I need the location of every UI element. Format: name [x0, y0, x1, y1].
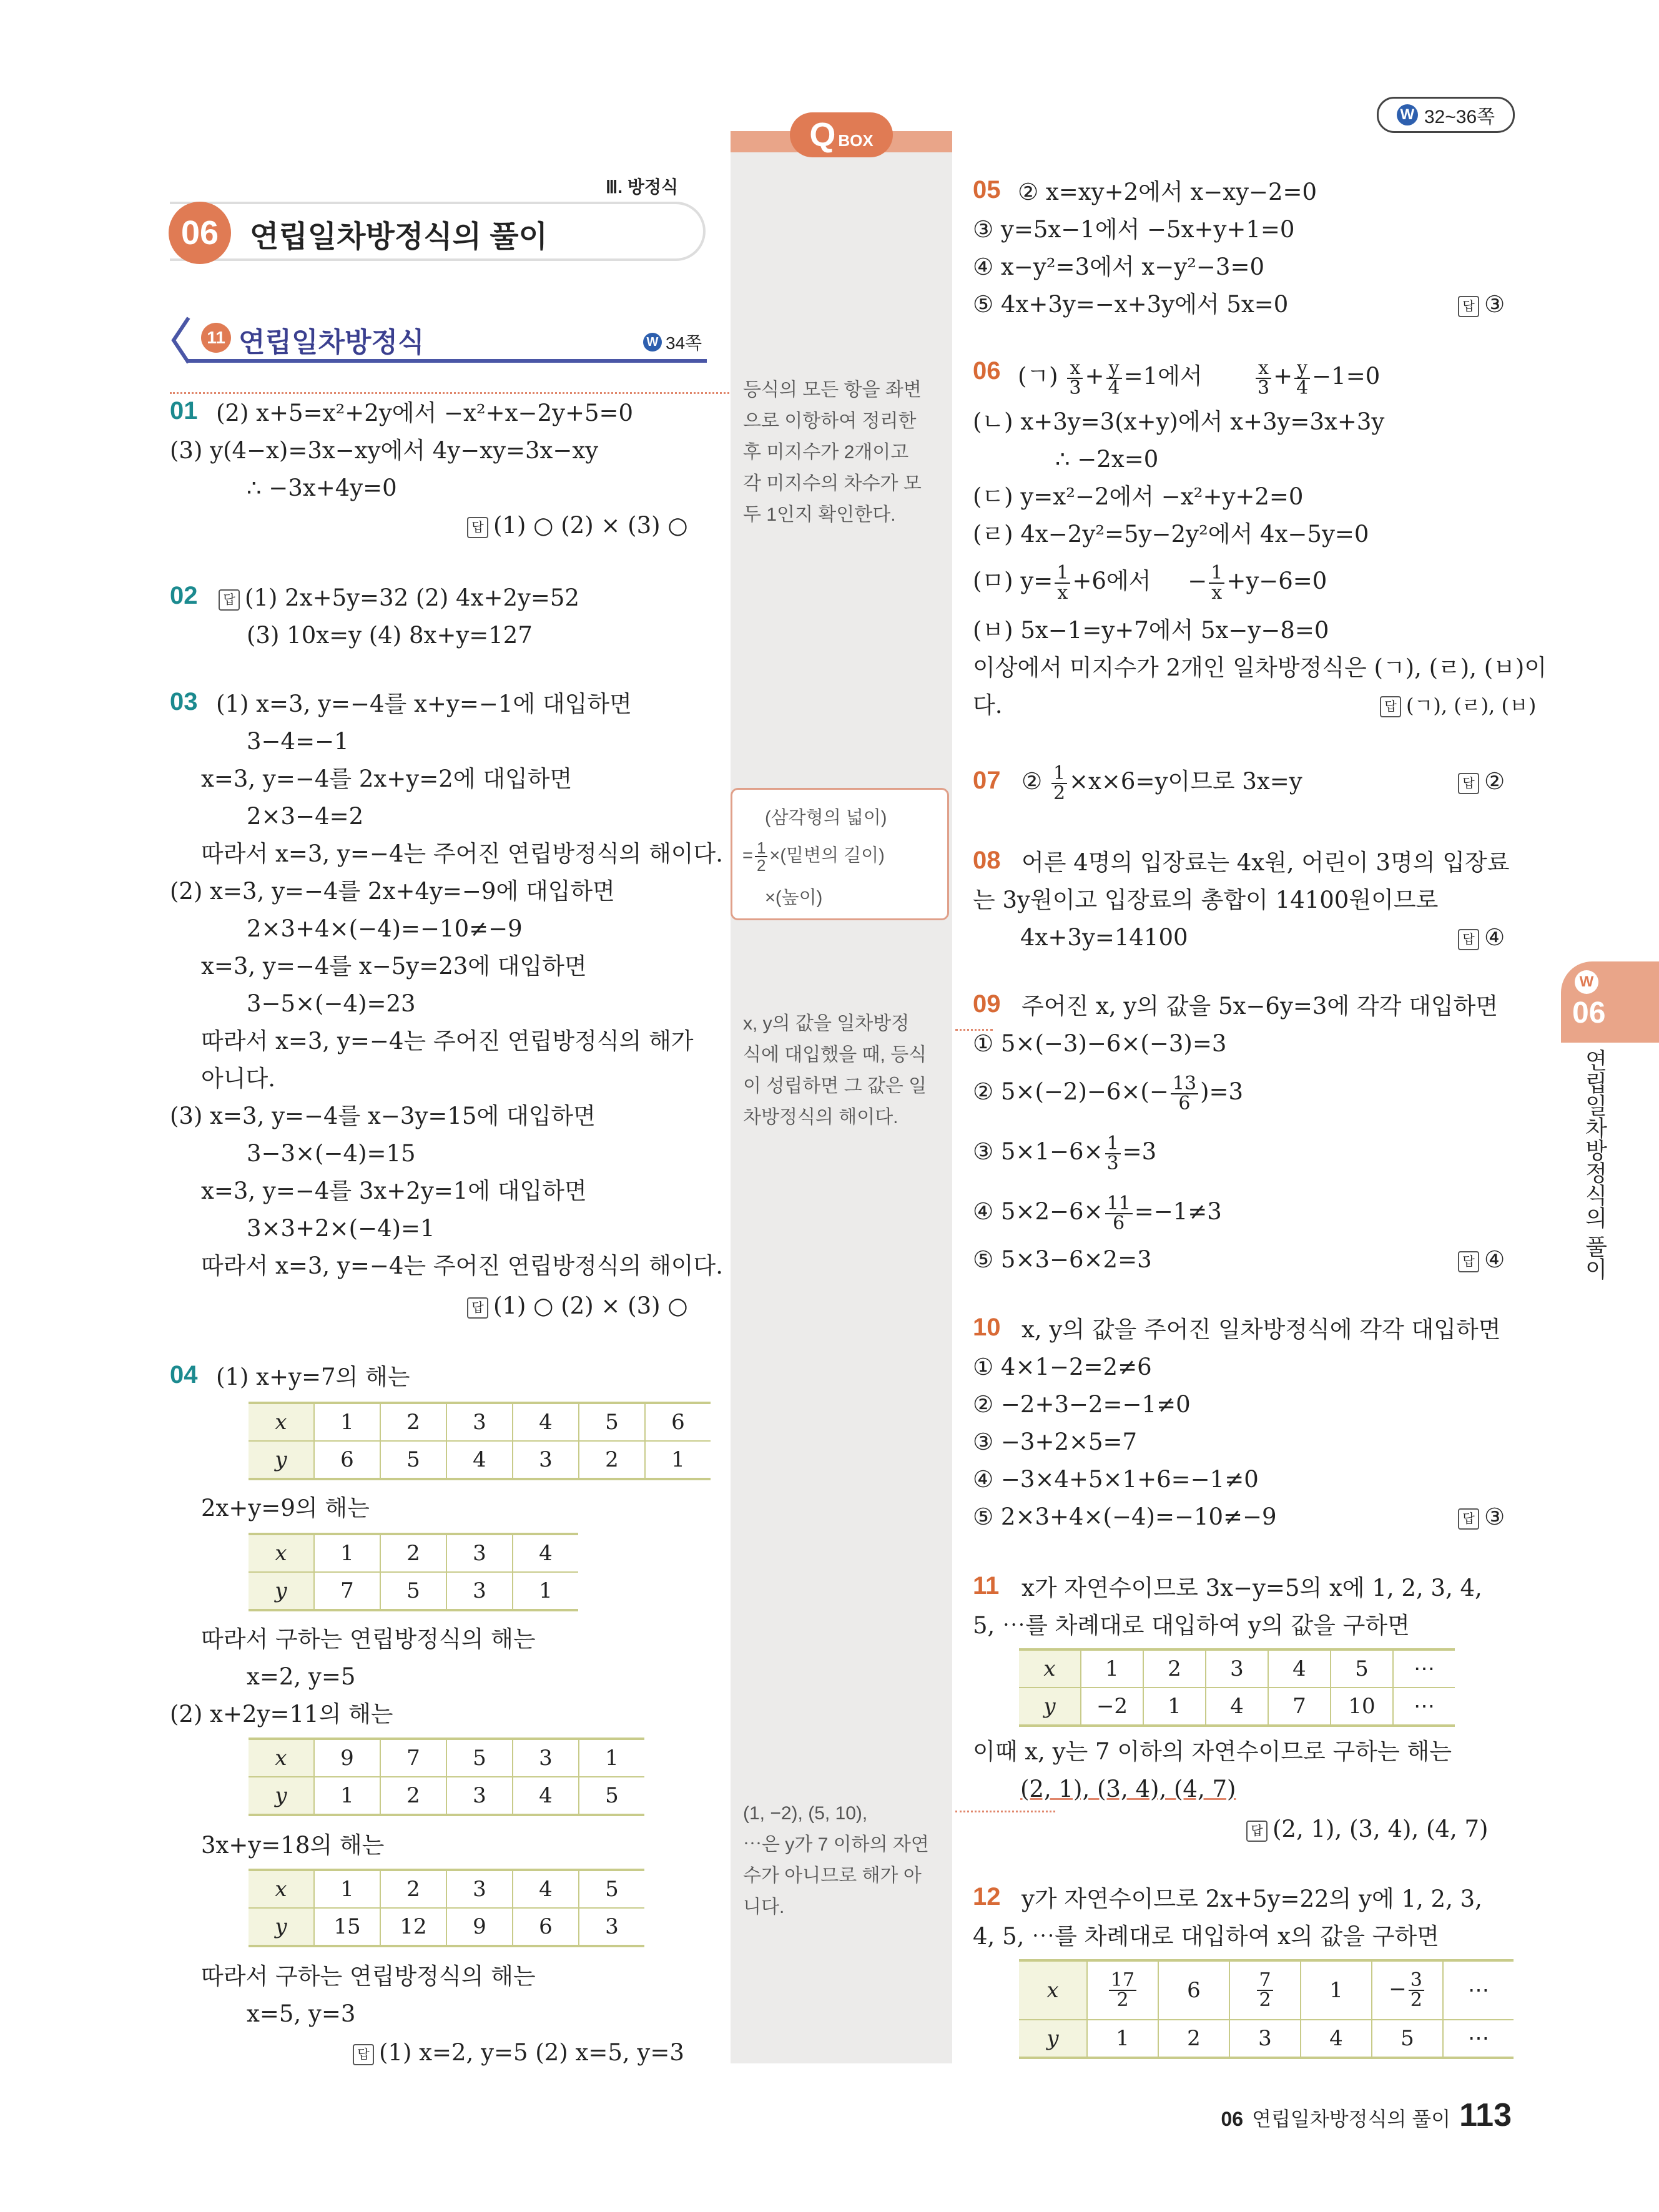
problem-number-12: 12: [973, 1883, 1001, 1910]
value-table: x 1 2 3 4 5 6 y 6 5 4 3 2 1: [249, 1402, 711, 1480]
p08-line: 4x+3y=14100: [1020, 924, 1188, 951]
qbox-header: [731, 112, 952, 159]
p10-line: ⑤ 2×3+4×(−4)=−10≠−9: [973, 1503, 1277, 1530]
page-number: 113: [1459, 2097, 1512, 2133]
p06-line: (ㅂ) 5x−1=y+7에서 5x−y−8=0: [973, 617, 1329, 644]
p05-line: ③ y=5x−1에서 −5x+y+1=0: [973, 216, 1295, 243]
value-table: x $\frac{17}{2}$ 6 $\frac{7}{2}$ 1 − $\frac{3}{2}$ ⋯ y 1 2 3 4 5 ⋯: [1019, 1959, 1514, 2059]
p02-line: (3) 10x=y (4) 8x+y=127: [247, 622, 533, 649]
answer-icon: 답: [1246, 1821, 1268, 1842]
problem-number-03: 03: [170, 688, 198, 715]
side-tab-chapter-title: 연립일차방정식의 풀이: [1582, 1049, 1608, 1281]
p03-line: (1) x=3, y=−4를 x+y=−1에 대입하면: [216, 691, 632, 717]
p03-line: 따라서 x=3, y=−4는 주어진 연립방정식의 해가: [201, 1028, 694, 1054]
w-icon: W: [1575, 970, 1598, 994]
p03-line: x=3, y=−4를 x−5y=23에 대입하면: [201, 953, 587, 980]
p11-line: 5, ⋯를 차례대로 대입하여 y의 값을 구하면: [973, 1612, 1410, 1639]
section-title: 연립일차방정식: [239, 327, 425, 358]
p06-answer: 답 (ㄱ), (ㄹ), (ㅂ): [1380, 691, 1536, 720]
p10-answer: 답 ③: [1458, 1502, 1505, 1532]
qbox-logo: Q BOX: [790, 112, 893, 157]
problem-number-07: 07: [973, 767, 1001, 794]
chapter-title: 연립일차방정식의 풀이: [250, 220, 548, 253]
p04-line: (2) x+2y=11의 해는: [170, 1701, 393, 1728]
answer-icon: 답: [1458, 296, 1479, 317]
page-reference-text: 32~36쪽: [1424, 107, 1495, 127]
chapter-path: Ⅲ. 방정식: [606, 177, 679, 197]
chapter-number: 06: [169, 202, 231, 264]
p03-line: 3×3+2×(−4)=1: [247, 1215, 435, 1242]
value-table: x 1 2 3 4 y 7 5 3 1: [249, 1533, 578, 1611]
p03-answer: 답 (1) ○ (2) × (3) ○: [467, 1291, 688, 1321]
answer-icon: 답: [1380, 696, 1401, 717]
p08-line: 는 3y원이고 입장료의 총합이 14100원이므로: [973, 887, 1439, 913]
p11-line: 이때 x, y는 7 이하의 자연수이므로 구하는 해는: [973, 1738, 1452, 1765]
p04-line: x=2, y=5: [247, 1663, 356, 1690]
p03-line: x=3, y=−4를 2x+y=2에 대입하면: [201, 765, 573, 792]
p05-line: ④ x−y²=3에서 x−y²−3=0: [973, 253, 1265, 280]
p10-line: ③ −3+2×5=7: [973, 1428, 1138, 1455]
answer-icon: 답: [1458, 929, 1479, 950]
p06-line: (ㄱ) $\frac{x}{3}$ + $\frac{y}{4}$ =1에서 $\frac{x}{3}$ + $\frac{y}{4}$ −1=0: [1018, 356, 1381, 399]
p03-line: 2×3+4×(−4)=−10≠−9: [247, 915, 523, 942]
chapter-side-tab: W 06: [1561, 961, 1659, 1043]
p04-line: 따라서 구하는 연립방정식의 해는: [201, 1626, 536, 1653]
p04-line: 2x+y=9의 해는: [201, 1495, 370, 1521]
answer-icon: 답: [467, 517, 488, 538]
page-footer: [1221, 2096, 1512, 2134]
section-number: 11: [201, 323, 231, 353]
problem-number-11: 11: [973, 1572, 1000, 1600]
p06-line: ∴ −2x=0: [1055, 446, 1159, 473]
footer-chapter-title: 연립일차방정식의 풀이: [1252, 2108, 1451, 2130]
qbox-note-solution-check: x, y의 값을 일차방정 식에 대입했을 때, 등식 이 성립하면 그 값은 일 차방정식의 해이다.: [743, 1013, 927, 1128]
p01-line: (2) x+5=x²+2y에서 −x²+x−2y+5=0: [216, 400, 634, 426]
problem-number-01: 01: [170, 397, 198, 425]
p07-answer: 답 ②: [1458, 767, 1505, 797]
p07-line: ② $\frac{1}{2}$ ×x×6=y이므로 3x=y: [1021, 762, 1302, 804]
p02-line: 답 (1) 2x+5y=32 (2) 4x+2y=52: [219, 583, 579, 613]
qbox-note-triangle-area: (삼각형의 넓이) = $\frac{1}{2}$ ×(밑변의 길이) ×(높이): [731, 788, 949, 920]
qbox-note-standard-form: 등식의 모든 항을 좌변 으로 이항하여 정리한 후 미지수가 2개이고 각 미지수의 차수가 모 두 1인지 확인한다.: [743, 380, 922, 525]
answer-icon: 답: [1458, 1508, 1479, 1530]
p04-line: x=5, y=3: [247, 2000, 356, 2027]
p04-answer: 답 (1) x=2, y=5 (2) x=5, y=3: [353, 2038, 684, 2068]
p03-line: 3−5×(−4)=23: [247, 990, 416, 1017]
p03-line: 따라서 x=3, y=−4는 주어진 연립방정식의 해이다.: [201, 840, 724, 867]
w-icon: W: [643, 333, 662, 351]
p06-line: (ㄹ) 4x−2y²=5y−2y²에서 4x−5y=0: [973, 521, 1369, 548]
value-table: x 1 2 3 4 5 y 15 12 9 6 3: [249, 1869, 644, 1947]
value-table: x 1 2 3 4 5 ⋯ y −2 1 4 7 10 ⋯: [1019, 1648, 1455, 1727]
problem-number-05: 05: [973, 176, 1001, 204]
p06-line: (ㄷ) y=x²−2에서 −x²+y+2=0: [973, 483, 1304, 510]
p01-line: ∴ −3x+4y=0: [247, 474, 397, 501]
p01-line: (3) y(4−x)=3x−xy에서 4y−xy=3x−xy: [170, 437, 599, 464]
p10-line: ① 4×1−2=2≠6: [973, 1354, 1152, 1380]
p11-line: (2, 1), (3, 4), (4, 7): [1020, 1776, 1236, 1802]
p05-answer: 답 ③: [1458, 290, 1505, 320]
problem-number-09: 09: [973, 990, 1001, 1018]
p06-line: 다.: [973, 692, 1003, 719]
p09-line: ③ 5×1−6× $\frac{1}{3}$ =3: [973, 1132, 1157, 1174]
p03-line: (3) x=3, y=−4를 x−3y=15에 대입하면: [170, 1103, 596, 1129]
p09-line: ⑤ 5×3−6×2=3: [973, 1246, 1152, 1273]
problem-number-06: 06: [973, 357, 1001, 385]
p05-line: ② x=xy+2에서 x−xy−2=0: [1018, 179, 1317, 205]
p03-line: x=3, y=−4를 3x+2y=1에 대입하면: [201, 1177, 587, 1204]
p04-line: 3x+y=18의 해는: [201, 1832, 385, 1859]
page-reference-badge: [1377, 97, 1515, 133]
p08-answer: 답 ④: [1458, 923, 1505, 953]
section-reference: W 34쪽: [643, 330, 702, 355]
p03-line: (2) x=3, y=−4를 2x+4y=−9에 대입하면: [170, 878, 615, 905]
p03-line: 3−4=−1: [247, 728, 349, 755]
p11-answer: 답 (2, 1), (3, 4), (4, 7): [1246, 1814, 1488, 1844]
w-icon: W: [1397, 104, 1418, 125]
p03-line: 아니다.: [201, 1065, 275, 1092]
answer-icon: 답: [353, 2044, 374, 2065]
p09-answer: 답 ④: [1458, 1245, 1505, 1275]
p06-line: (ㅁ) y= $\frac{1}{x}$ +6에서 − $\frac{1}{x}$ +y−6=0: [973, 561, 1327, 604]
p06-line: 이상에서 미지수가 2개인 일차방정식은 (ㄱ), (ㄹ), (ㅂ)이: [973, 654, 1547, 681]
p06-line: (ㄴ) x+3y=3(x+y)에서 x+3y=3x+3y: [973, 408, 1385, 435]
p05-line: ⑤ 4x+3y=−x+3y에서 5x=0: [973, 291, 1289, 318]
p03-line: 2×3−4=2: [247, 803, 364, 830]
answer-icon: 답: [1458, 1251, 1479, 1272]
p03-line: 3−3×(−4)=15: [247, 1140, 416, 1167]
value-table: x 9 7 5 3 1 y 1 2 3 4 5: [249, 1738, 644, 1816]
p09-line: 주어진 x, y의 값을 5x−6y=3에 각각 대입하면: [1021, 993, 1499, 1020]
p11-line: x가 자연수이므로 3x−y=5의 x에 1, 2, 3, 4,: [1021, 1575, 1482, 1601]
p10-line: ② −2+3−2=−1≠0: [973, 1391, 1191, 1418]
section-bracket-icon: [170, 315, 191, 365]
answer-icon: 답: [1458, 773, 1479, 794]
p09-line: ④ 5×2−6× $\frac{11}{6}$ =−1≠3: [973, 1192, 1222, 1234]
problem-number-04: 04: [170, 1361, 198, 1389]
problem-number-02: 02: [170, 582, 198, 609]
p12-line: y가 자연수이므로 2x+5y=22의 y에 1, 2, 3,: [1021, 1885, 1482, 1912]
p10-line: ④ −3×4+5×1+6=−1≠0: [973, 1466, 1259, 1493]
p12-line: 4, 5, ⋯를 차례대로 대입하여 x의 값을 구하면: [973, 1923, 1439, 1950]
p04-line: (1) x+y=7의 해는: [216, 1364, 410, 1390]
p08-line: 어른 4명의 입장료는 4x원, 어린이 3명의 입장료: [1021, 849, 1510, 876]
answer-icon: 답: [467, 1297, 488, 1319]
p09-line: ① 5×(−3)−6×(−3)=3: [973, 1030, 1227, 1057]
footer-chapter-number: 06: [1221, 2108, 1244, 2130]
p01-answer: 답 (1) ○ (2) × (3) ○: [467, 511, 688, 541]
p04-line: 따라서 구하는 연립방정식의 해는: [201, 1963, 536, 1990]
problem-number-10: 10: [973, 1314, 1001, 1341]
answer-icon: 답: [219, 589, 240, 611]
p09-line: ② 5×(−2)−6×(− $\frac{13}{6}$ )=3: [973, 1072, 1244, 1114]
qbox-note-natural-number: (1, −2), (5, 10), ⋯은 y가 7 이하의 자연 수가 아니므로 해가 아 니다.: [743, 1803, 929, 1917]
problem-number-08: 08: [973, 847, 1001, 874]
p10-line: x, y의 값을 주어진 일차방정식에 각각 대입하면: [1021, 1316, 1501, 1343]
p03-line: 따라서 x=3, y=−4는 주어진 연립방정식의 해이다.: [201, 1252, 724, 1279]
